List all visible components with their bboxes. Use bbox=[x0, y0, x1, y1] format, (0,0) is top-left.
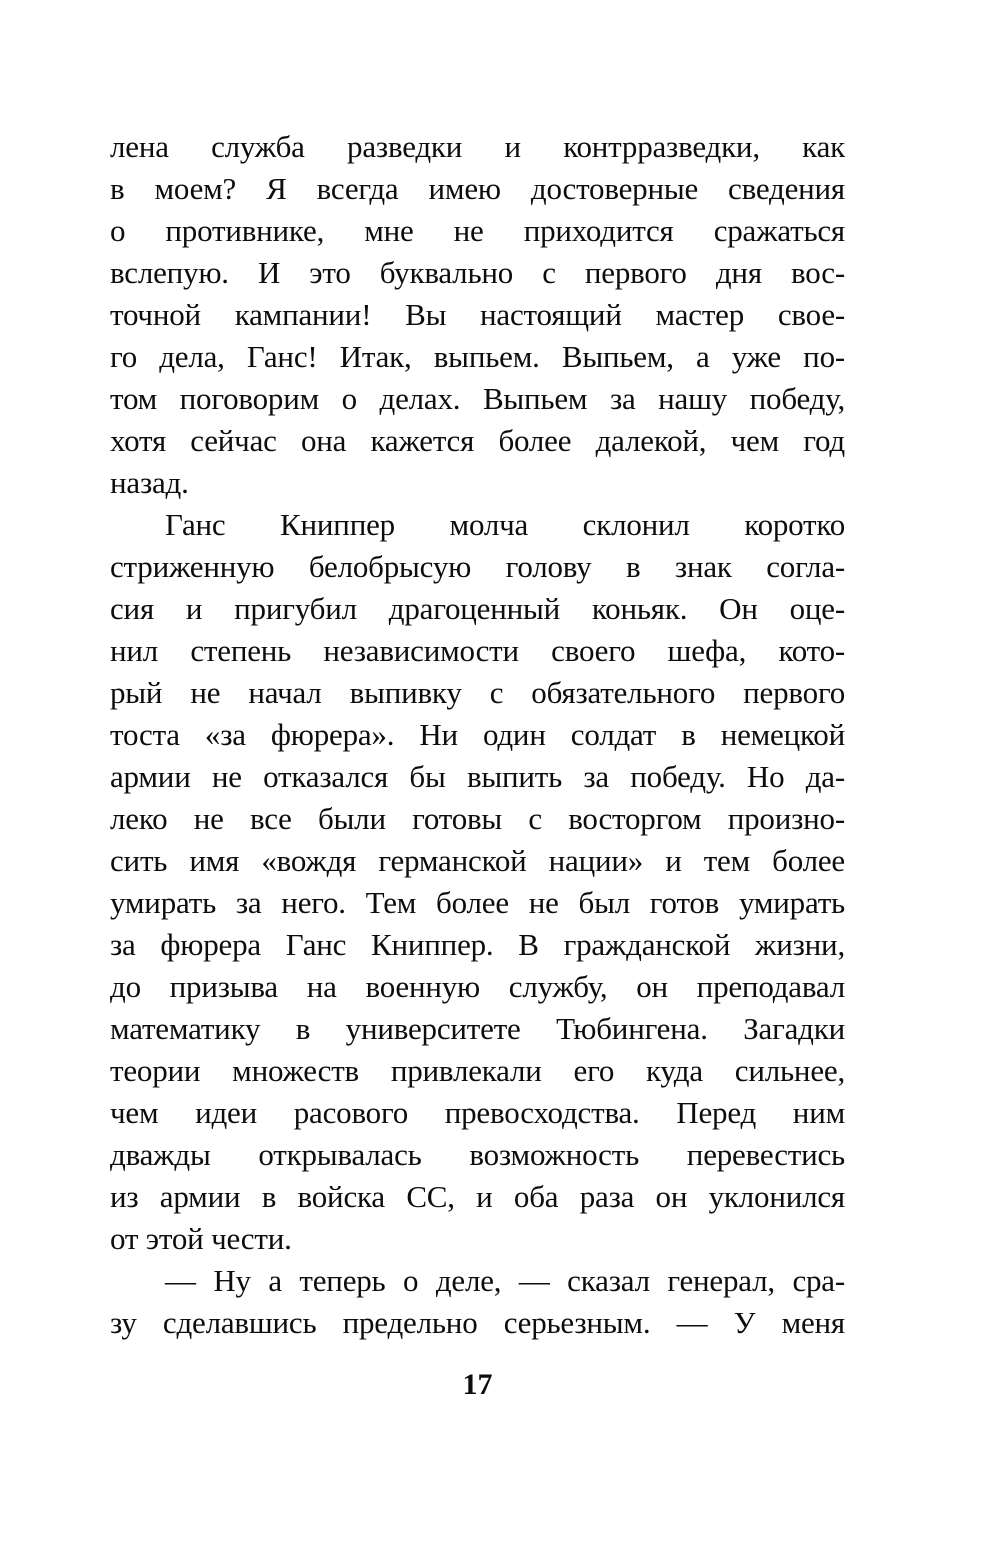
text-line: математику в университете Тюбингена. Загадки bbox=[110, 1011, 845, 1046]
text-line: нил степень независимости своего шефа, кото- bbox=[110, 633, 845, 668]
text-line: умирать за него. Тем более не был готов умирать bbox=[110, 885, 845, 920]
text-line: леко не все были готовы с восторгом произно- bbox=[110, 801, 845, 836]
text-line: лена служба разведки и контрразведки, как bbox=[110, 129, 845, 164]
text-line: том поговорим о делах. Выпьем за нашу победу, bbox=[110, 381, 845, 416]
text-line: зу сделавшись предельно серьезным. — У меня bbox=[110, 1305, 845, 1340]
text-line: стриженную белобрысую голову в знак согла- bbox=[110, 549, 845, 584]
text-line: дважды открывалась возможность перевестись bbox=[110, 1137, 845, 1172]
paragraph bbox=[110, 504, 845, 1260]
paragraph bbox=[110, 126, 845, 504]
text-line: из армии в войска СС, и оба раза он уклонился bbox=[110, 1179, 845, 1214]
text-line: в моем? Я всегда имею достоверные сведения bbox=[110, 171, 845, 206]
paragraph bbox=[110, 1260, 845, 1344]
text-line: точной кампании! Вы настоящий мастер свое- bbox=[110, 297, 845, 332]
text-line: теории множеств привлекали его куда сильнее, bbox=[110, 1053, 845, 1088]
text-line: го дела, Ганс! Итак, выпьем. Выпьем, а уже по- bbox=[110, 339, 845, 374]
text-line: сить имя «вождя германской нации» и тем более bbox=[110, 843, 845, 878]
text-line: Ганс Книппер молча склонил коротко bbox=[165, 507, 845, 542]
text-line: чем идеи расового превосходства. Перед ним bbox=[110, 1095, 845, 1130]
page-text-block bbox=[110, 126, 845, 1344]
text-line: тоста «за фюрера». Ни один солдат в немецкой bbox=[110, 717, 845, 752]
text-line: от этой чести. bbox=[110, 1221, 292, 1256]
text-line: до призыва на военную службу, он преподавал bbox=[110, 969, 845, 1004]
text-line: вслепую. И это буквально с первого дня вос- bbox=[110, 255, 845, 290]
text-line: армии не отказался бы выпить за победу. Но да- bbox=[110, 759, 845, 794]
page-number: 17 bbox=[462, 1368, 493, 1401]
text-line: за фюрера Ганс Книппер. В гражданской жизни, bbox=[110, 927, 845, 962]
text-line: сия и пригубил драгоценный коньяк. Он оце- bbox=[110, 591, 845, 626]
text-line: о противнике, мне не приходится сражаться bbox=[110, 213, 845, 248]
text-line: назад. bbox=[110, 465, 189, 500]
text-line: хотя сейчас она кажется более далекой, чем год bbox=[110, 423, 845, 458]
text-line: — Ну а теперь о деле, — сказал генерал, сра- bbox=[165, 1263, 845, 1298]
text-line: рый не начал выпивку с обязательного первого bbox=[110, 675, 845, 710]
